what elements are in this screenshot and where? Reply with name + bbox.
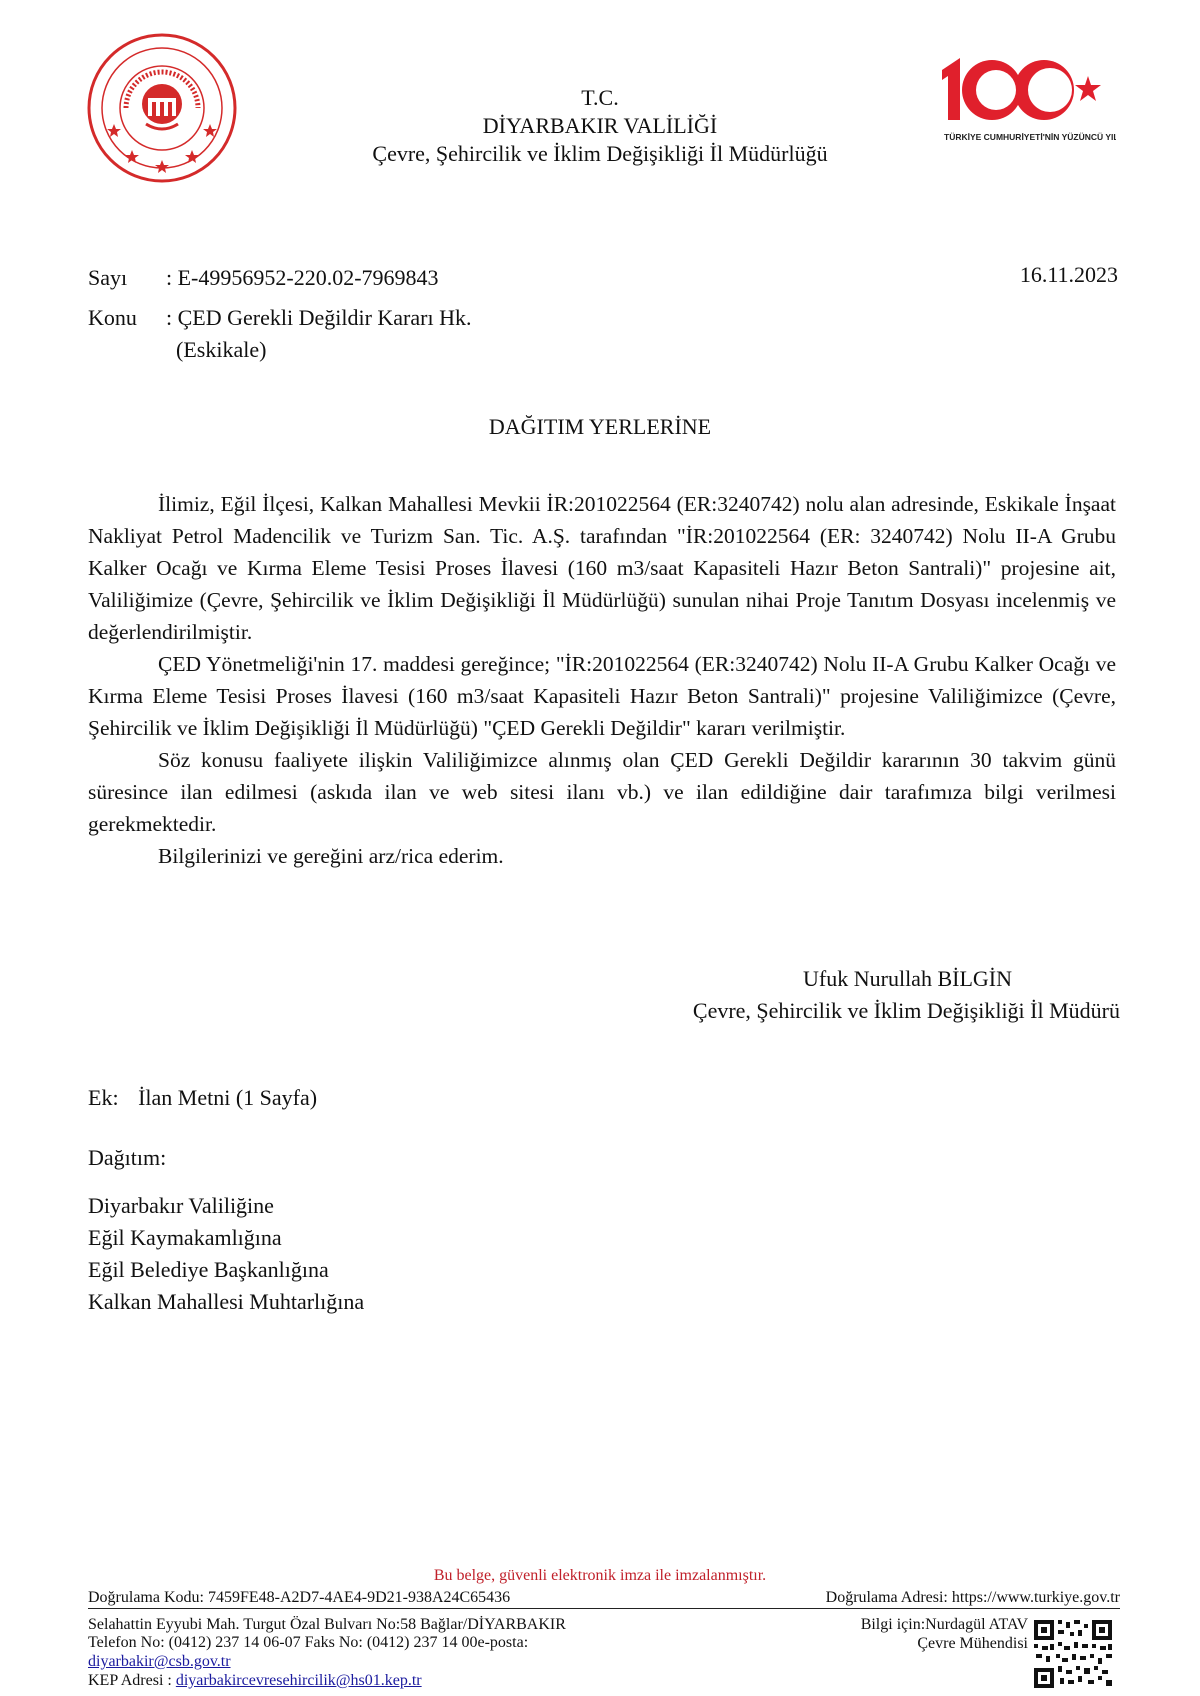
document-date: 16.11.2023 — [1019, 262, 1118, 287]
letterhead — [300, 84, 900, 168]
attachment-line — [88, 1085, 317, 1111]
signatory-name: Ufuk Nurullah BİLGİN — [803, 966, 1012, 991]
konu-label: Konu — [88, 305, 137, 330]
konu-value: : ÇED Gerekli Değildir Kararı Hk. — [166, 305, 472, 330]
header-line-tc: T.C. — [581, 85, 619, 110]
qr-code — [1032, 1618, 1114, 1690]
distribution-list — [88, 1190, 364, 1318]
header-line-directorate: Çevre, Şehircilik ve İklim Değişikliği İl Müdürlüğü — [372, 141, 828, 166]
attachment-value: İlan Metni (1 Sayfa) — [138, 1085, 318, 1110]
email-link[interactable]: diyarbakir@csb.gov.tr — [88, 1653, 231, 1670]
kep-link[interactable]: diyarbakircevresehircilik@hs01.kep.tr — [175, 1672, 422, 1689]
office-address: Selahattin Eyyubi Mah. Turgut Özal Bulvarı No:58 Bağlar/DİYARBAKIR — [88, 1616, 566, 1633]
attachment-label: Ek: — [88, 1085, 119, 1110]
distribution-item: Eğil Belediye Başkanlığına — [88, 1257, 329, 1282]
centennial-caption: TÜRKİYE CUMHURİYETİ'NİN YÜZÜNCÜ YILI — [944, 132, 1116, 142]
centennial-logo — [938, 56, 1116, 156]
distribution-item: Eğil Kaymakamlığına — [88, 1225, 282, 1250]
signatory-title: Çevre, Şehircilik ve İklim Değişikliği İl Müdürü — [692, 998, 1120, 1023]
body-paragraph-2: ÇED Yönetmeliği'nin 17. maddesi gereğince; "İR:201022564 (ER:3240742) Nolu II-A Grubu Kalker Ocağı ve Kırma Eleme Tesisi Proses İlavesi (160 m3/saat Kapasiteli Hazır Beton Santrali)" projesine Valiliğimizce (Çevre, Şehircilik ve İklim Değişikliği İl Müdürlüğü) "ÇED Gerekli Değildir" kararı verilmiştir. — [88, 652, 1116, 740]
body-paragraph-1: İlimiz, Eğil İlçesi, Kalkan Mahallesi Mevkii İR:201022564 (ER:3240742) nolu alan adresinde, Eskikale İnşaat Nakliyat Petrol Madencilik ve Turizm San. Tic. A.Ş. tarafından "İR:201022564 (ER: 3240742) Nolu II-A Grubu Kalker Ocağı ve Kırma Eleme Tesisi Proses İlavesi (160 m3/saat Kapasiteli Hazır Beton Santrali)" projesine ait, Valiliğimize (Çevre, Şehircilik ve İklim Değişikliği İl Müdürlüğü) sunulan nihai Proje Tanıtım Dosyası incelenmiş ve değerlendirilmiştir. — [88, 492, 1116, 644]
body-paragraph-4: Bilgilerinizi ve gereğini arz/rica ederim. — [158, 844, 504, 868]
header-line-governorship: DİYARBAKIR VALİLİĞİ — [482, 113, 718, 138]
ministry-seal-logo — [86, 32, 238, 184]
footer-divider — [88, 1608, 1120, 1609]
distribution-heading: Dağıtım: — [88, 1145, 167, 1170]
verification-address: Doğrulama Adresi: https://www.turkiye.gov.tr — [825, 1589, 1120, 1606]
body-paragraph-3: Söz konusu faaliyete ilişkin Valiliğimizce alınmış olan ÇED Gerekli Değildir kararının 30 takvim günü süresince ilan edilmesi (askıda ilan ve web sitesi ilanı vb.) ve ilan edildiğine dair tarafımıza bilgi verilmesi gerekmektedir. — [88, 748, 1116, 836]
addressee-heading: DAĞITIM YERLERİNE — [488, 414, 712, 439]
sayi-value: : E-49956952-220.02-7969843 — [166, 265, 439, 290]
info-contact: Bilgi için:Nurdagül ATAV — [860, 1616, 1028, 1633]
kep-label: KEP Adresi : — [88, 1672, 172, 1689]
phone-fax: Telefon No: (0412) 237 14 06-07 Faks No: (0412) 237 14 00e-posta: — [88, 1634, 529, 1651]
signature-block — [693, 963, 1120, 1027]
sayi-label: Sayı — [88, 265, 128, 290]
distribution-item: Diyarbakır Valiliğine — [88, 1193, 274, 1218]
esignature-notice: Bu belge, güvenli elektronik imza ile imzalanmıştır. — [433, 1567, 767, 1584]
letter-body — [88, 488, 1116, 872]
info-title: Çevre Mühendisi — [917, 1635, 1028, 1652]
distribution-item: Kalkan Mahallesi Muhtarlığına — [88, 1289, 365, 1314]
konu-value-2: (Eskikale) — [176, 337, 267, 362]
verification-code: Doğrulama Kodu: 7459FE48-A2D7-4AE4-9D21-938A24C65436 — [88, 1589, 511, 1606]
kep-address — [88, 1671, 422, 1691]
